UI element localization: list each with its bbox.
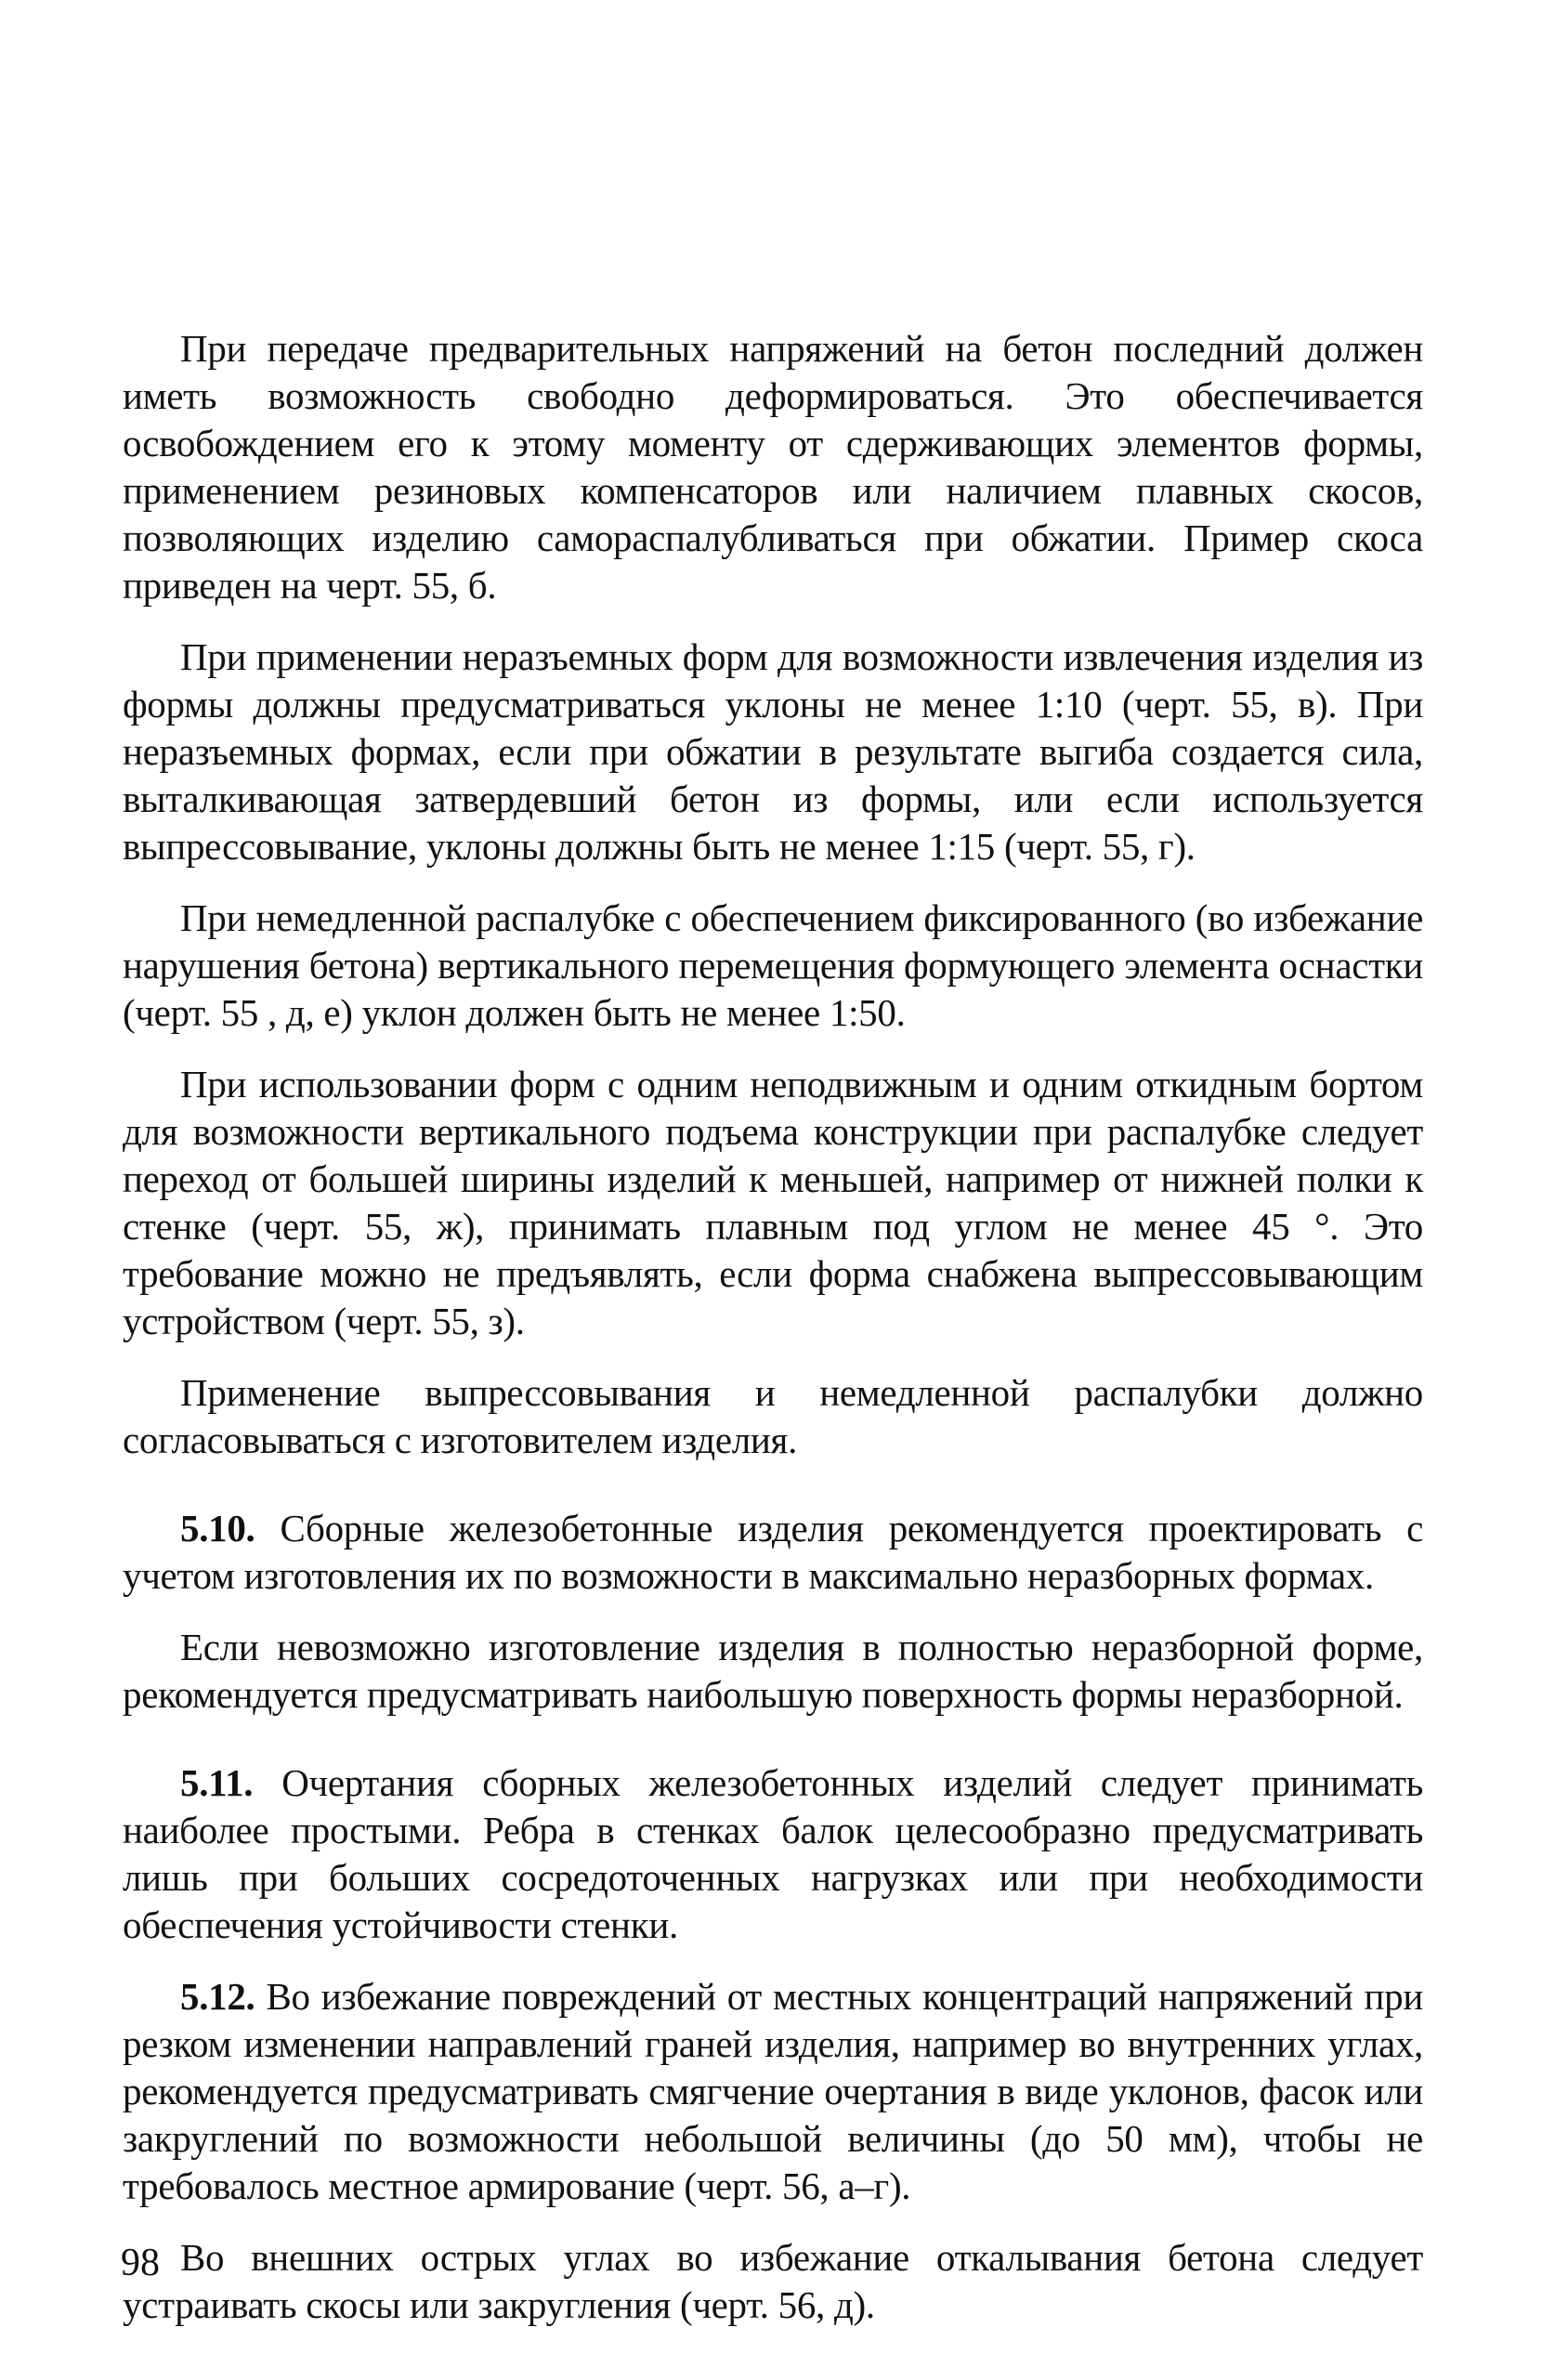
section-paragraph bbox=[123, 1759, 1423, 1949]
section-paragraph bbox=[123, 1973, 1423, 2210]
paragraph-text: Во внешних острых углах во избежание откалывания бетона следует устраивать скосы или закругления (черт. 56, д). bbox=[123, 2236, 1423, 2326]
section-paragraph bbox=[123, 1505, 1423, 1600]
paragraph-text: Если невозможно изготовление изделия в полностью неразборной форме, рекомендуется предусматривать наибольшую поверхность формы неразборной. bbox=[123, 1626, 1423, 1716]
section-number: 5.11. bbox=[180, 1761, 254, 1804]
paragraph-text: При немедленной распалубке с обеспечением фиксированного (во избежание нарушения бетона) вертикального перемещения формующего элемента оснастки (черт. 55 , д, е) уклон должен быть не менее 1:50. bbox=[123, 896, 1423, 1034]
section-number: 5.12. bbox=[180, 1975, 255, 2018]
paragraph bbox=[123, 325, 1423, 609]
paragraph bbox=[123, 1624, 1423, 1719]
paragraph bbox=[123, 2234, 1423, 2329]
paragraph bbox=[123, 634, 1423, 870]
section-number: 5.10. bbox=[180, 1507, 255, 1550]
paragraph-text: Во избежание повреждений от местных концентраций напряжений при резком изменении направлений граней изделия, например во внутренних углах, рекомендуется предусматривать смягчение очертания в виде уклонов, фасок или закруглений по возможности небольшой величины (до 50 мм), чтобы не требовалось местное армирование (черт. 56, а–г). bbox=[123, 1975, 1423, 2207]
paragraph bbox=[123, 1369, 1423, 1464]
page-number: 98 bbox=[121, 2242, 160, 2284]
paragraph bbox=[123, 1061, 1423, 1345]
paragraph-text: При использовании форм с одним неподвижным и одним откидным бортом для возможности вертикального подъема конструкции при распалубке следует переход от большей ширины изделий к меньшей, например от нижней полки к стенке (черт. 55, ж), принимать плавным под углом не менее 45 °. Это требование можно не предъявлять, если форма снабжена выпрессовывающим устройством (черт. 55, з). bbox=[123, 1063, 1423, 1342]
paragraph-text: Сборные железобетонные изделия рекомендуется проектировать с учетом изготовления их по возможности в максимально неразборных формах. bbox=[123, 1507, 1423, 1597]
page-body bbox=[123, 325, 1423, 2353]
paragraph-text: Очертания сборных железобетонных изделий следует принимать наиболее простыми. Ребра в стенках балок целесообразно предусматривать лишь при больших сосредоточенных нагрузках или при необходимости обеспечения устойчивости стенки. bbox=[123, 1761, 1423, 1946]
paragraph-text: Применение выпрессовывания и немедленной распалубки должно согласовываться с изготовителем изделия. bbox=[123, 1371, 1423, 1461]
paragraph-text: При применении неразъемных форм для возможности извлечения изделия из формы должны предусматриваться уклоны не менее 1:10 (черт. 55, в). При неразъемных формах, если при обжатии в результате выгиба создается сила, выталкивающая затвердевший бетон из формы, или если используется выпрессовывание, уклоны должны быть не менее 1:15 (черт. 55, г). bbox=[123, 635, 1423, 868]
paragraph bbox=[123, 895, 1423, 1037]
paragraph-text: При передаче предварительных напряжений на бетон последний должен иметь возможность свободно деформироваться. Это обеспечивается освобождением его к этому моменту от сдерживающих элементов формы, применением резиновых компенсаторов или наличием плавных скосов, позволяющих изделию самораспалубливаться при обжатии. Пример скоса приведен на черт. 55, б. bbox=[123, 327, 1423, 607]
